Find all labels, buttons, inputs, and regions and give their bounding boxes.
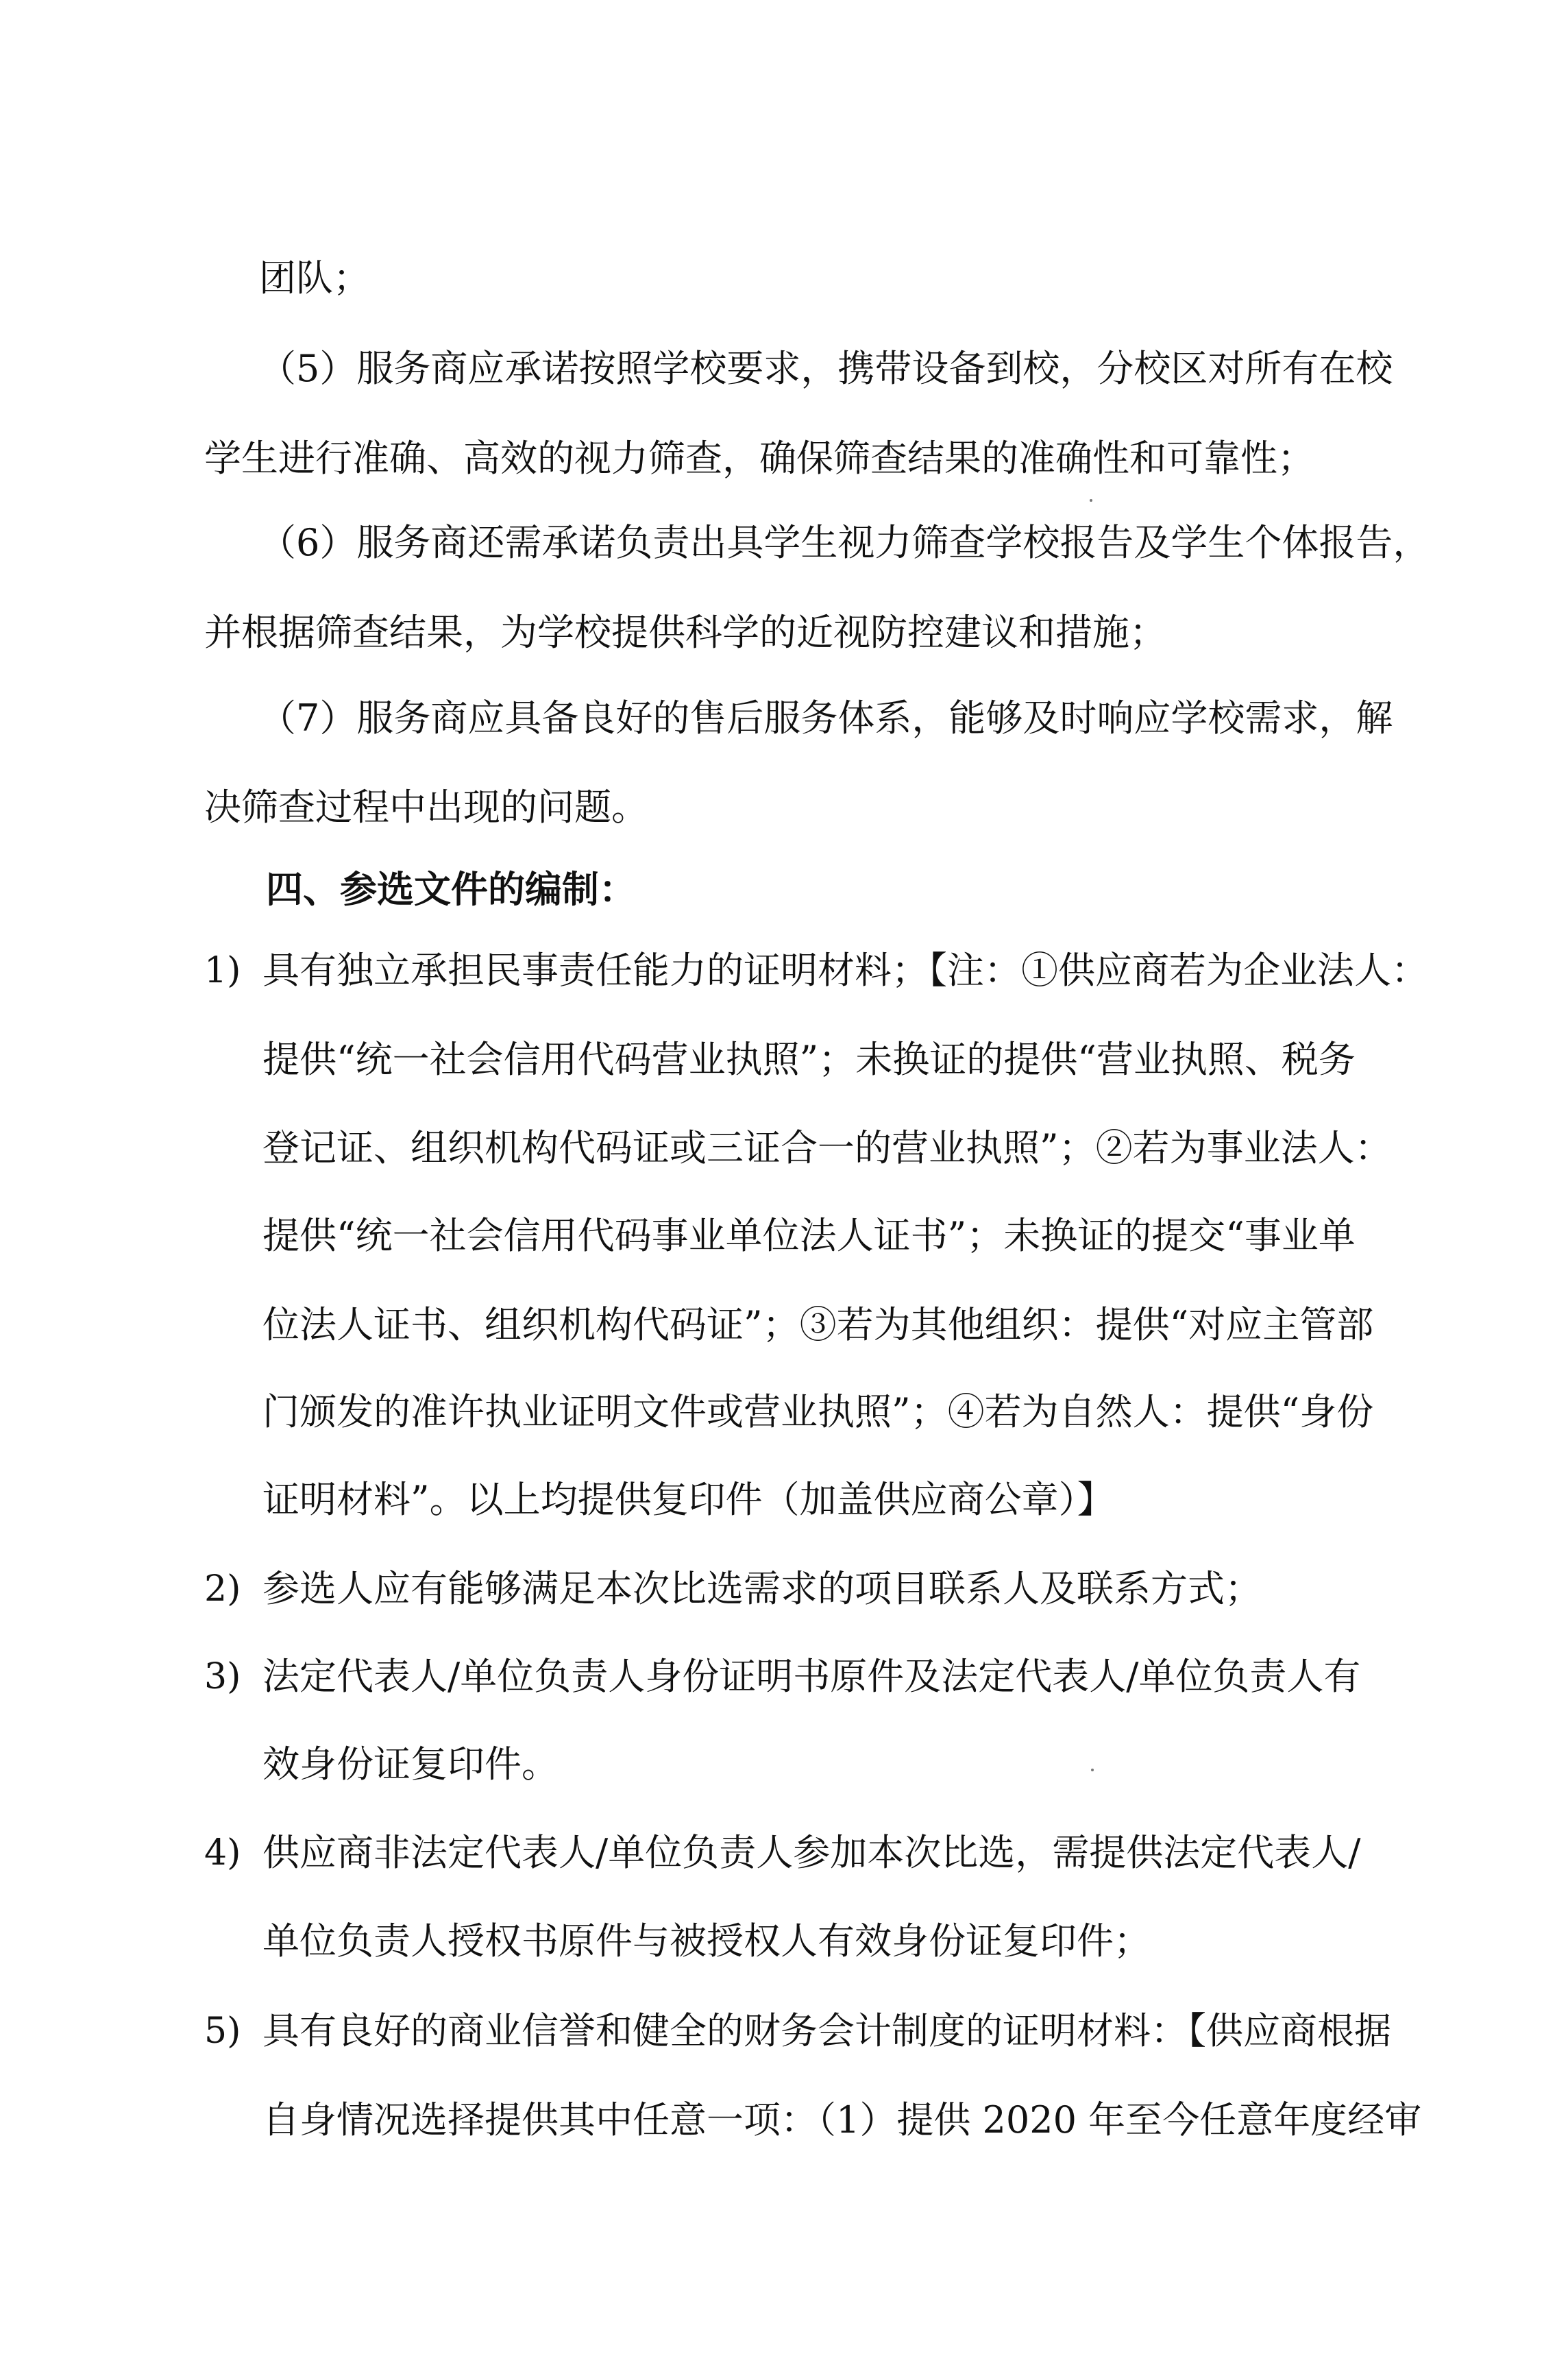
list-item-1-line: 提供“统一社会信用代码营业执照”；未换证的提供“营业执照、税务 [262,1038,1356,1081]
list-item-1-line: 提供“统一社会信用代码事业单位法人证书”；未换证的提交“事业单 [262,1214,1356,1257]
paragraph-team-end: 团队； [259,256,370,300]
list-item-4-line: 供应商非法定代表人/单位负责人参加本次比选，需提供法定代表人/ [262,1831,1361,1874]
list-item-number: 2) [204,1568,241,1610]
list-item-5-line: 自身情况选择提供其中任意一项：（1）提供 2020 年至今任意年度经审 [262,2098,1422,2142]
paragraph-5-line-2: 学生进行准确、高效的视力筛查，确保筛查结果的准确性和可靠性； [204,437,1314,480]
scan-speck [1090,499,1092,502]
paragraph-7-line-2: 决筛查过程中出现的问题。 [204,786,648,829]
paragraph-6-line-1: （6）服务商还需承诺负责出具学生视力筛查学校报告及学生个体报告， [259,521,1430,564]
paragraph-6-line-2: 并根据筛查结果，为学校提供科学的近视防控建议和措施； [204,611,1166,654]
list-item-3-line: 效身份证复印件。 [262,1743,559,1786]
list-item-number: 5) [204,2011,241,2052]
list-item-1-line: 门颁发的准许执业证明文件或营业执照”；④若为自然人：提供“身份 [262,1390,1374,1433]
list-item-1-line: 证明材料”。以上均提供复印件（加盖供应商公章）】 [262,1478,1114,1521]
paragraph-5-line-1: （5）服务商应承诺按照学校要求，携带设备到校，分校区对所有在校 [259,347,1393,390]
list-item-5-line: 具有良好的商业信誉和健全的财务会计制度的证明材料：【供应商根据 [262,2009,1391,2052]
list-item-1-line: 登记证、组织机构代码证或三证合一的营业执照”；②若为事业法人： [262,1126,1392,1169]
list-item-number: 4) [204,1832,241,1873]
list-item-number: 3) [204,1656,241,1697]
list-item-number: 1) [204,950,241,991]
section-heading: 四、参选文件的编制： [266,867,636,911]
paragraph-7-line-1: （7）服务商应具备良好的售后服务体系，能够及时响应学校需求，解 [259,696,1393,740]
list-item-4-line: 单位负责人授权书原件与被授权人有效身份证复印件； [262,1919,1151,1963]
list-item-1-line: 具有独立承担民事责任能力的证明材料；【注：①供应商若为企业法人： [262,949,1428,992]
list-item-3-line: 法定代表人/单位负责人身份证明书原件及法定代表人/单位负责人有 [262,1655,1361,1698]
list-item-1-line: 位法人证书、组织机构代码证”；③若为其他组织：提供“对应主管部 [262,1303,1374,1346]
scan-speck [1091,1769,1094,1771]
list-item-2-line: 参选人应有能够满足本次比选需求的项目联系人及联系方式； [262,1567,1262,1610]
